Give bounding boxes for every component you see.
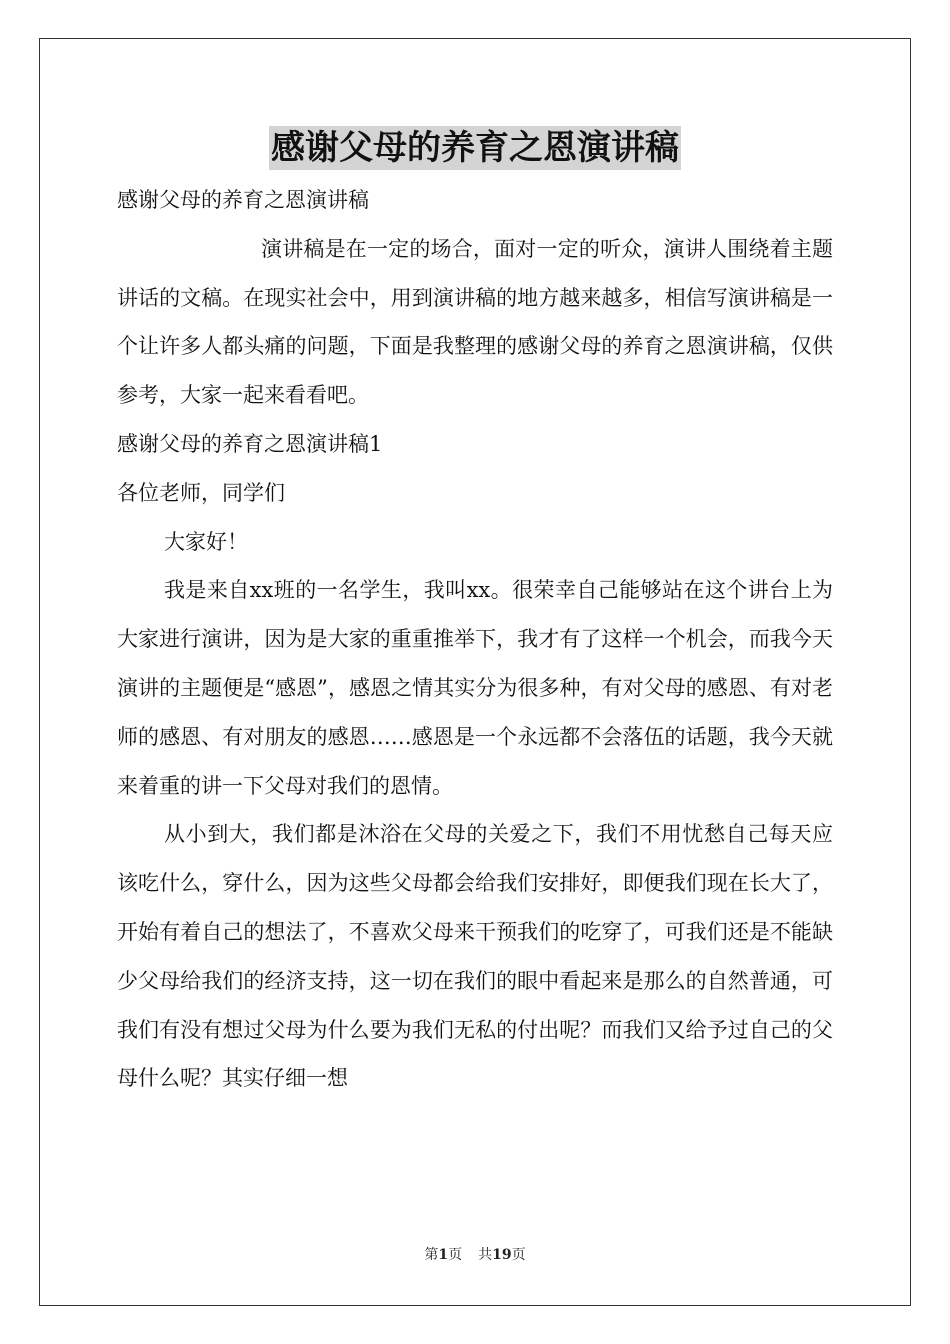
page-suffix: 页 [448,1247,463,1263]
body-paragraph-2: 从小到大，我们都是沐浴在父母的关爱之下，我们不用忧愁自己每天应该吃什么，穿什么，因为这些父母都会给我们安排好，即便我们现在长大了，开始有着自己的想法了，不喜欢父母来干预我们的吃穿了，可我们还是不能缺少父母给我们的经济支持，这一切在我们的眼中看起来是那么的自然普通，可我们有没有想过父母为什么要为我们无私的付出呢？而我们又给予过自己的父母什么呢？其实仔细一想 [117,822,833,1091]
title-container [0,126,950,170]
page-number: 1 [438,1247,449,1263]
page-footer [0,1244,950,1264]
body-paragraph-1: 我是来自xx班的一名学生，我叫xx。很荣幸自己能够站在这个讲台上为大家进行演讲，因为是大家的重重推举下，我才有了这样一个机会，而我今天演讲的主题便是“感恩”，感恩之情其实分为很多种，有对父母的感恩、有对老师的感恩、有对朋友的感恩……感恩是一个永远都不会落伍的话题，我今天就来着重的讲一下父母对我们的恩情。 [117,578,833,798]
total-suffix: 页 [511,1247,526,1263]
document-body [117,176,833,1103]
greeting: 大家好！ [164,529,248,554]
section-heading: 感谢父母的养育之恩演讲稿1 [117,431,383,456]
document-subtitle: 感谢父母的养育之恩演讲稿 [117,188,369,212]
page-prefix: 第 [424,1247,439,1263]
total-pages: 19 [492,1247,512,1263]
document-title: 感谢父母的养育之恩演讲稿 [271,128,679,168]
total-prefix: 共 [478,1247,493,1263]
salutation: 各位老师，同学们 [117,480,285,505]
intro-paragraph: 演讲稿是在一定的场合，面对一定的听众，演讲人围绕着主题讲话的文稿。在现实社会中，用到演讲稿的地方越来越多，相信写演讲稿是一个让许多人都头痛的问题，下面是我整理的感谢父母的养育之恩演讲稿，仅供参考，大家一起来看看吧。 [117,236,833,408]
